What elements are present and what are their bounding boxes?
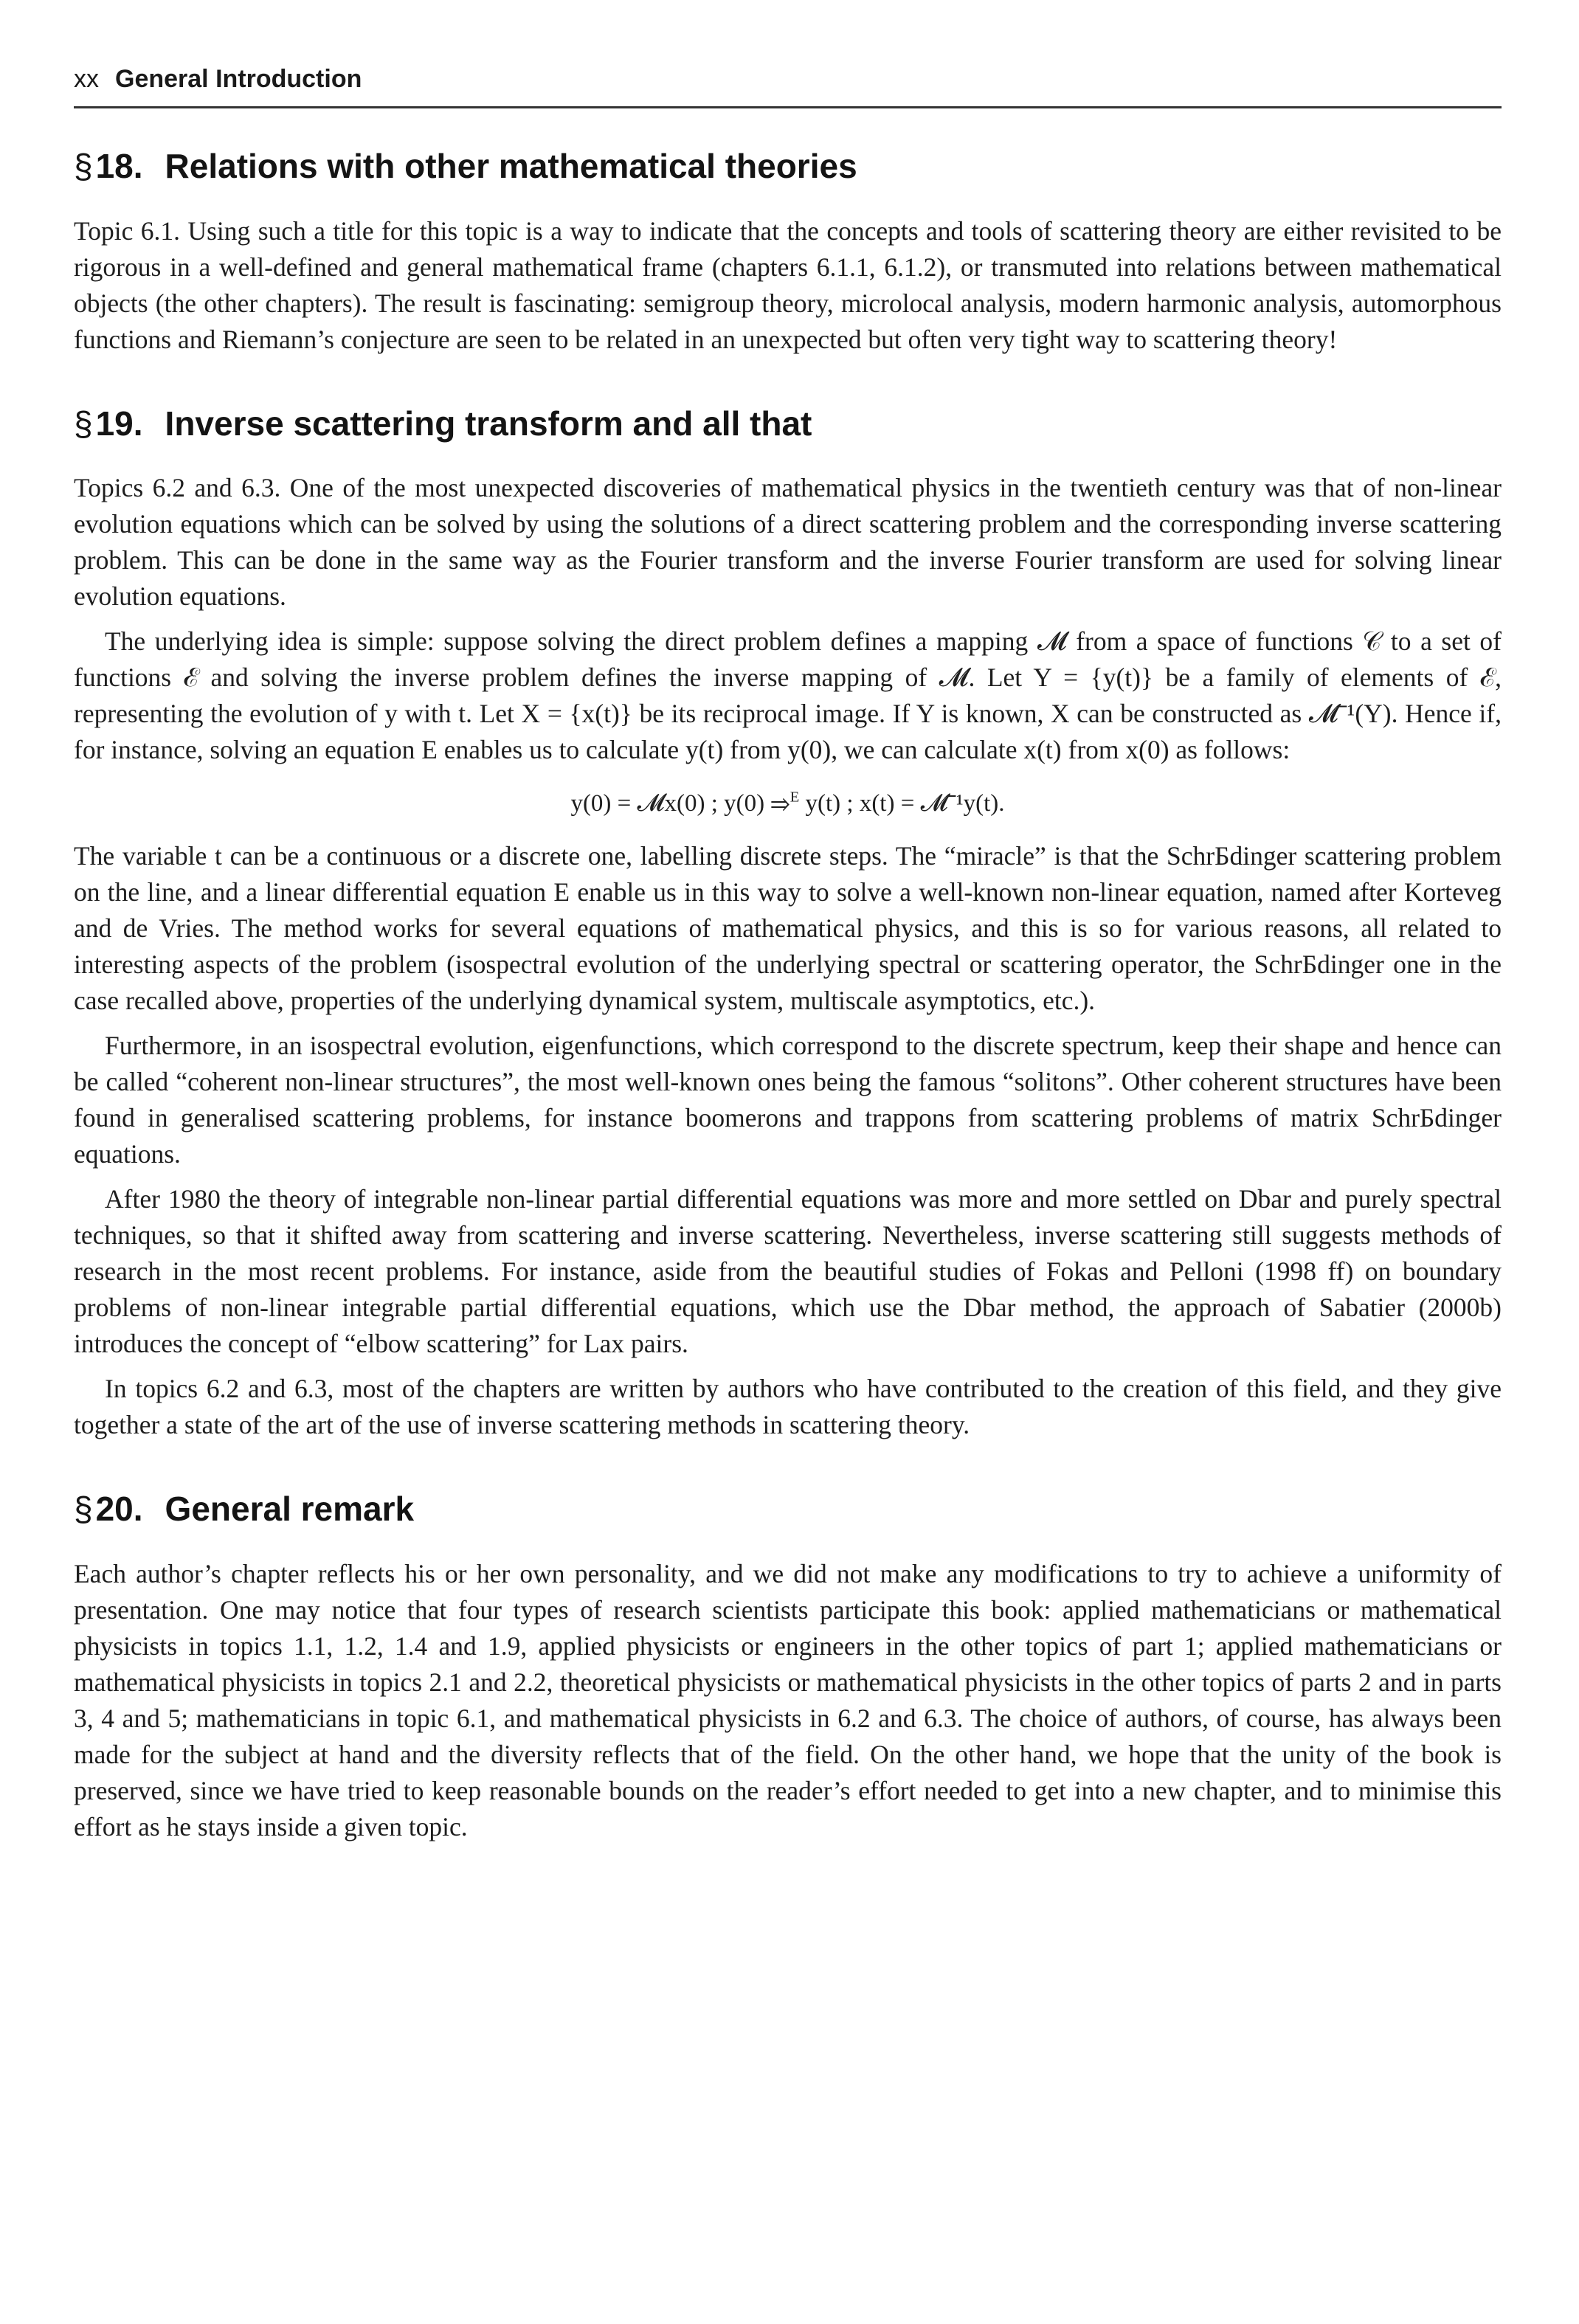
paragraph: In topics 6.2 and 6.3, most of the chapters are written by authors who have contributed to the creation of this field, and they give together a state of the art of the use of inverse scattering methods in scattering theory.: [74, 1374, 1502, 1440]
running-head: [74, 65, 362, 94]
section-20: [74, 1490, 1502, 1845]
section-symbol: §: [74, 404, 93, 443]
section-symbol: §: [74, 1490, 93, 1529]
section-title: Inverse scattering transform and all that: [165, 404, 812, 443]
equation-part: y(t) ; x(t) = 𝓜⁻¹y(t).: [799, 790, 1005, 817]
section-18: [74, 148, 1502, 358]
section-heading: [74, 148, 1502, 185]
paragraph: Topics 6.2 and 6.3. One of the most unexpected discoveries of mathematical physics in the twentieth century was that of non-linear evolution equations which can be solved by using the solutions of a direct scattering problem and the corresponding inverse scattering problem. This can be done in the same way as the Fourier transform and the inverse Fourier transform are used for solving linear evolution equations.: [74, 473, 1502, 612]
equation-part: y(0) = 𝓜x(0) ; y(0) ⇒: [570, 790, 790, 817]
section-title: General remark: [165, 1490, 415, 1529]
running-title: General Introduction: [115, 65, 362, 93]
page-number: xx: [74, 65, 99, 93]
section-symbol: §: [74, 147, 93, 185]
section-title: Relations with other mathematical theories: [165, 147, 857, 185]
paragraph: Each author’s chapter reflects his or her own personality, and we did not make any modifications to try to achieve a uniformity of presentation. One may notice that four types of research scientists participate this book: applied mathematicians or mathematical physicists in topics 1.1, 1.2, 1.4 and 1.9, applied physicists or engineers in the other topics of part 1; applied mathematicians or mathematical physicists in topics 2.1 and 2.2, theoretical physicists or mathematical physicists in the other topics of parts 2 and in parts 3, 4 and 5; mathematicians in topic 6.1, and mathematical physicists in 6.2 and 6.3. The choice of authors, of course, has always been made for the subject at hand and the diversity reflects that of the field. On the other hand, we hope that the unity of the book is preserved, since we have tried to keep reasonable bounds on the reader’s effort needed to get into a new chapter, and to minimise this effort as he stays inside a given topic.: [74, 1558, 1502, 1841]
equation: [74, 786, 1502, 822]
paragraph: The underlying idea is simple: suppose solving the direct problem defines a mapping 𝓜 from a space of functions 𝒞 to a set of functions ℰ and solving the inverse problem defines the inverse mapping of 𝓜. Let Y = {y(t)} be a family of elements of ℰ, representing the evolution of y with t. Let X = {x(t)} be its reciprocal image. If Y is known, X can be constructed as 𝓜⁻¹(Y). Hence if, for instance, solving an equation E enables us to calculate y(t) from y(0), we can calculate x(t) from x(0) as follows:: [74, 626, 1502, 765]
paragraph: Topic 6.1. Using such a title for this topic is a way to indicate that the concepts and tools of scattering theory are either revisited to be rigorous in a well-defined and general mathematical frame (chapters 6.1.1, 6.1.2), or transmuted into relations between mathematical objects (the other chapters). The result is fascinating: semigroup theory, microlocal analysis, modern harmonic analysis, automorphous functions and Riemann’s conjecture are seen to be related in an unexpected but often very tight way to scattering theory!: [74, 215, 1502, 354]
page-body: [74, 148, 1502, 1845]
section-heading: [74, 405, 1502, 443]
paragraph: Furthermore, in an isospectral evolution, eigenfunctions, which correspond to the discrete spectrum, keep their shape and hence can be called “coherent non-linear structures”, the most well-known ones being the famous “solitons”. Other coherent structures have been found in generalised scattering problems, for instance boomerons and trappons from scattering problems of matrix SchrБdinger equations.: [74, 1031, 1502, 1169]
section-number: 19.: [95, 404, 143, 443]
section-heading: [74, 1490, 1502, 1528]
section-number: 20.: [95, 1490, 143, 1529]
section-19: [74, 405, 1502, 1444]
paragraph: The variable t can be a continuous or a discrete one, labelling discrete steps. The “miracle” is that the SchrБdinger scattering problem on the line, and a linear differential equation E enable us in this way to solve a well-known non-linear equation, named after Korteveg and de Vries. The method works for several equations of mathematical physics, and this is so for various reasons, all related to interesting aspects of the problem (isospectral evolution of the underlying spectral or scattering operator, the SchrБdinger one in the case recalled above, properties of the underlying dynamical system, multiscale asymptotics, etc.).: [74, 841, 1502, 1016]
paragraph: After 1980 the theory of integrable non-linear partial differential equations was more and more settled on Dbar and purely spectral techniques, so that it shifted away from scattering and inverse scattering. Nevertheless, inverse scattering still suggests methods of research in the most recent problems. For instance, aside from the beautiful studies of Fokas and Pelloni (1998 ff) on boundary problems of non-linear integrable partial differential equations, which use the Dbar method, the approach of Sabatier (2000b) introduces the concept of “elbow scattering” for Lax pairs.: [74, 1184, 1502, 1359]
equation-superscript: E: [790, 789, 800, 806]
header-rule: [74, 106, 1502, 108]
section-number: 18.: [95, 147, 143, 185]
